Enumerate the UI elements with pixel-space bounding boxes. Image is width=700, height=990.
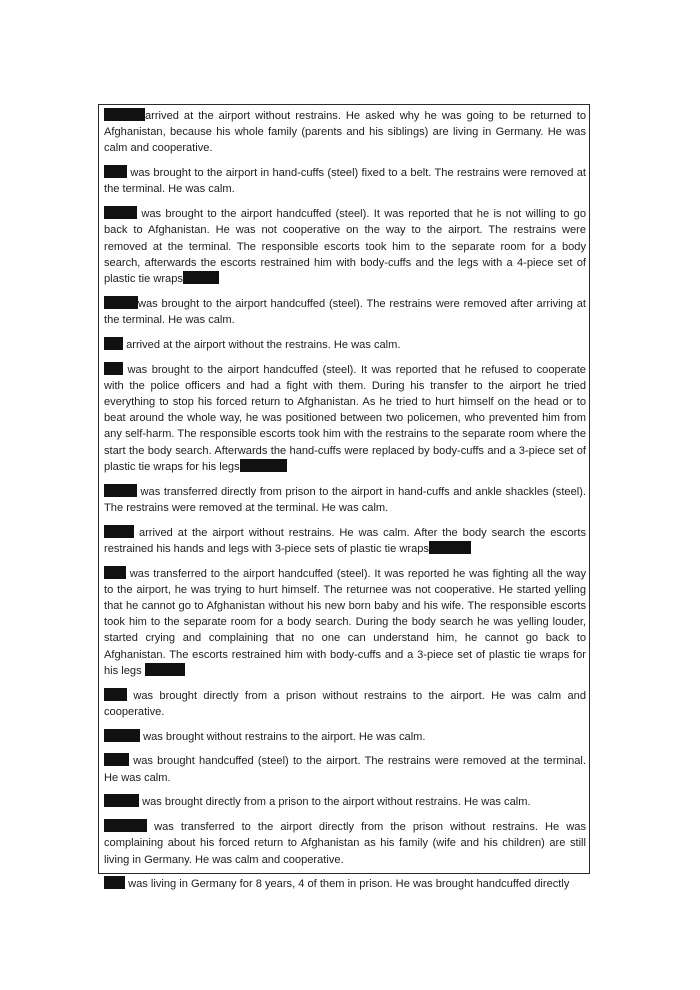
redaction-bar <box>104 819 147 832</box>
paragraph-2 <box>104 165 586 197</box>
paragraph-text: arrived at the airport without restrains. He was calm. After the body search the escorts restrained his hands and legs with 3-piece sets of plastic tie wraps <box>104 526 586 555</box>
redaction-bar <box>104 794 139 807</box>
paragraph-text: was transferred directly from prison to the airport in hand-cuffs and ankle shackles (steel). The restrains were removed at the terminal. He was calm. <box>104 485 586 514</box>
redaction-bar <box>104 108 145 121</box>
paragraph-13 <box>104 794 586 810</box>
paragraph-text: was brought to the airport handcuffed (steel). It was reported that he is not willing to go back to Afghanistan. He was not cooperative on the way to the airport. The restrains were removed at the terminal. The responsible escorts took him to the separate room for a body search, afterwards the escorts restrained him with body-cuffs and the legs with a 4-piece set of plastic tie wraps <box>104 208 586 286</box>
paragraph-6 <box>104 362 586 475</box>
paragraph-14 <box>104 819 586 868</box>
paragraph-15 <box>104 876 586 892</box>
paragraph-3 <box>104 206 586 287</box>
redaction-bar <box>104 362 123 375</box>
paragraph-9 <box>104 566 586 679</box>
redaction-bar <box>429 541 471 554</box>
paragraph-7 <box>104 484 586 516</box>
paragraph-4 <box>104 296 586 328</box>
paragraph-1 <box>104 108 586 157</box>
redaction-bar <box>145 663 185 676</box>
paragraph-text: was brought directly from a prison to the airport without restrains. He was calm. <box>142 796 531 809</box>
redaction-bar <box>104 876 125 889</box>
redaction-bar <box>104 525 134 538</box>
redaction-bar <box>240 459 287 472</box>
redaction-bar <box>104 753 129 766</box>
redaction-bar <box>104 206 137 219</box>
paragraph-text: was transferred to the airport directly from the prison without restrains. He was complaining about his forced return to Afghanistan as his family (wife and his children) are still living in Germany. He was calm and cooperative. <box>104 821 586 866</box>
paragraph-5 <box>104 337 586 353</box>
paragraph-text: was brought to the airport in hand-cuffs (steel) fixed to a belt. The restrains were removed at the terminal. He was calm. <box>104 167 586 196</box>
redaction-bar <box>104 566 126 579</box>
redaction-bar <box>104 729 140 742</box>
document-frame <box>98 104 590 891</box>
paragraph-8 <box>104 525 586 557</box>
redaction-bar <box>104 484 137 497</box>
paragraph-11 <box>104 729 586 745</box>
paragraph-text: was brought handcuffed (steel) to the airport. The restrains were removed at the terminal. He was calm. <box>104 755 586 784</box>
paragraph-text: arrived at the airport without the restrains. He was calm. <box>126 338 401 351</box>
paragraph-text: arrived at the airport without restrains. He asked why he was going to be returned to Afghanistan, because his whole family (parents and his siblings) are living in Germany. He was calm and cooperative. <box>104 110 586 155</box>
paragraph-text: was brought to the airport handcuffed (steel). It was reported that he refused to cooperate with the police officers and had a fight with them. During his transfer to the airport he tried everything to stop his forced return to Afghanistan. As he tried to hurt himself on the head or to beat around the whole way, he was positioned between two policemen, who prevented him from any self-harm. The responsible escorts took him with the restrains to the separate room where the start the body search. Afterwards the hand-cuffs were replaced by body-cuffs and a 3-piece set of plastic tie wraps for his legs <box>104 363 586 473</box>
redaction-bar <box>104 688 127 701</box>
paragraph-text: was brought directly from a prison without restrains to the airport. He was calm and cooperative. <box>104 689 586 718</box>
redaction-bar <box>104 165 127 178</box>
redaction-bar <box>183 271 219 284</box>
paragraph-text: was brought without restrains to the airport. He was calm. <box>143 730 426 743</box>
redaction-bar <box>104 337 123 350</box>
paragraph-10 <box>104 688 586 720</box>
paragraph-text: was living in Germany for 8 years, 4 of them in prison. He was brought handcuffed directly <box>128 878 570 891</box>
paragraph-text: was brought to the airport handcuffed (steel). The restrains were removed after arriving at the terminal. He was calm. <box>104 297 586 327</box>
redaction-bar <box>104 296 138 309</box>
paragraph-text: was transferred to the airport handcuffed (steel). It was reported he was fighting all the way to the airport, he was trying to hurt himself. The returnee was not cooperative. He started yelling that he cannot go to Afghanistan without his new born baby and his wife. The responsible escorts took him to the separate room for a body search. During the body search he was yelling louder, started crying and complaining that no one can understand him, he cannot go back to Afghanistan. The escorts restrained him with body-cuffs and a 3-piece set of plastic tie wraps for his legs <box>104 567 586 677</box>
paragraph-12 <box>104 753 586 785</box>
